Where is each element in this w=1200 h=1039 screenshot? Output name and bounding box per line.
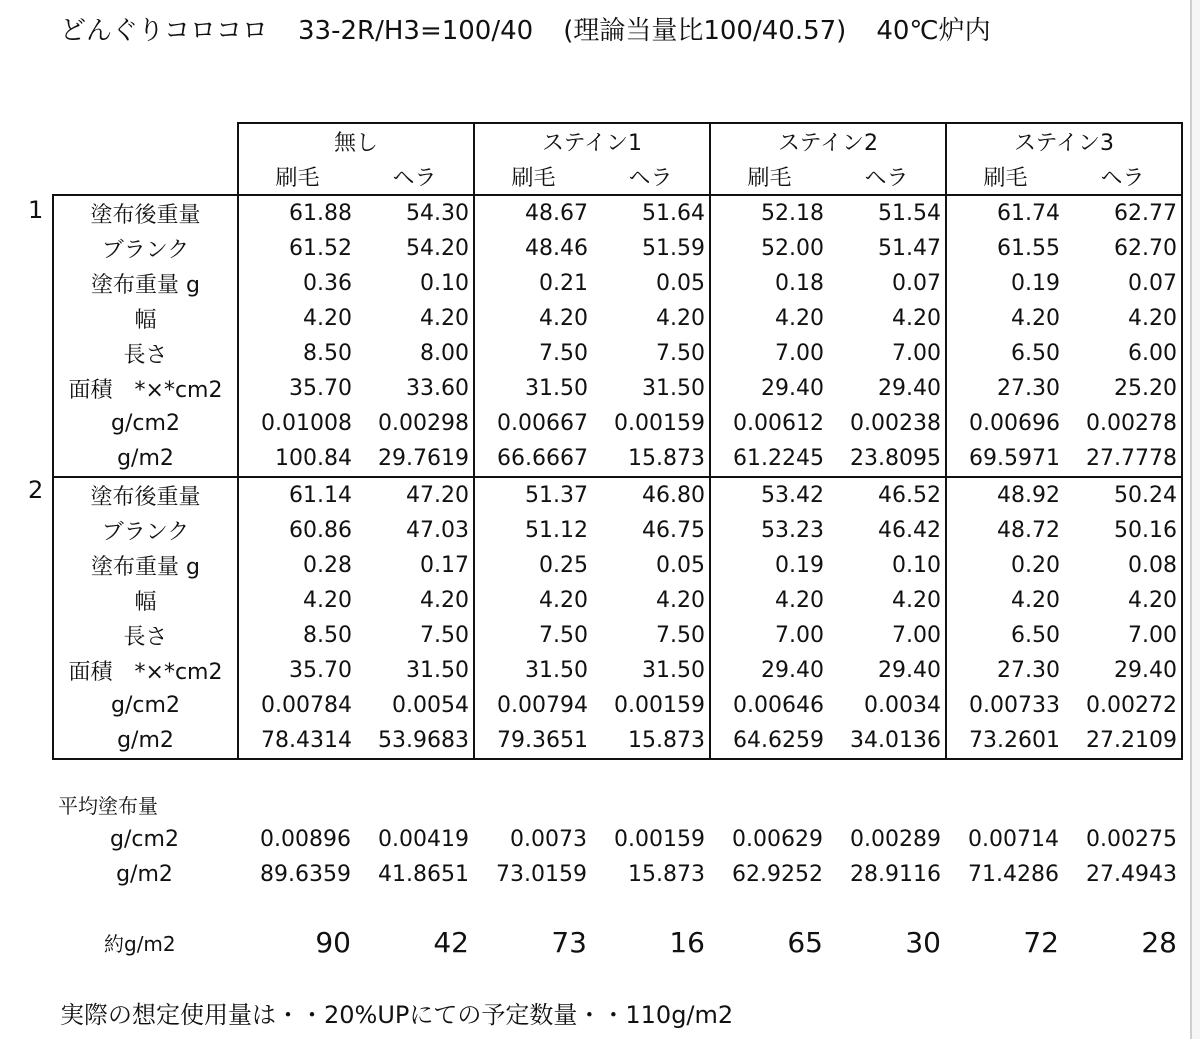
value-cell: 0.07 xyxy=(892,271,941,296)
value-cell: 15.873 xyxy=(592,723,710,759)
value-cell: 7.00 xyxy=(892,341,941,366)
value-cell: 0.17 xyxy=(420,553,469,578)
value-cell: 0.00696 xyxy=(946,406,1064,441)
average-value: 28.9116 xyxy=(850,862,941,887)
value-cell: 51.47 xyxy=(878,236,941,261)
value-cell: 50.16 xyxy=(1064,513,1182,548)
row-label: 幅 xyxy=(53,583,238,618)
value-cell: 48.67 xyxy=(474,195,592,231)
value-cell: 29.40 xyxy=(1064,653,1182,688)
value-cell: 0.10 xyxy=(892,553,941,578)
value-cell: 47.03 xyxy=(406,518,469,543)
value-cell: 4.20 xyxy=(238,301,356,336)
value-cell: 47.20 xyxy=(356,477,474,513)
value-cell: 54.30 xyxy=(356,195,474,231)
value-cell: 0.07 xyxy=(1064,266,1182,301)
value-cell: 0.00238 xyxy=(850,411,941,436)
approx-value: 28 xyxy=(1141,925,1177,959)
table-row xyxy=(53,195,1182,231)
value-cell: 4.20 xyxy=(474,301,592,336)
header-corner-sub xyxy=(53,159,238,195)
group-header: 無し xyxy=(238,123,474,159)
row-label: 塗布後重量 xyxy=(53,195,238,231)
value-cell: 53.23 xyxy=(710,513,828,548)
value-cell: 52.00 xyxy=(710,231,828,266)
subhead-brush: 刷毛 xyxy=(474,159,592,195)
value-cell: 46.52 xyxy=(828,477,946,513)
value-cell: 0.28 xyxy=(238,548,356,583)
value-cell: 27.7778 xyxy=(1064,441,1182,477)
value-cell: 48.72 xyxy=(946,513,1064,548)
value-cell: 27.30 xyxy=(946,371,1064,406)
block-number: 1 xyxy=(28,196,44,224)
approx-value: 30 xyxy=(905,925,941,959)
average-value: 0.00629 xyxy=(732,827,823,852)
value-cell: 6.00 xyxy=(1064,336,1182,371)
value-cell: 0.00272 xyxy=(1064,688,1182,723)
value-cell: 62.77 xyxy=(1064,195,1182,231)
value-cell: 35.70 xyxy=(238,371,356,406)
subhead-brush: 刷毛 xyxy=(238,159,356,195)
value-cell: 54.20 xyxy=(406,236,469,261)
value-cell: 48.92 xyxy=(946,477,1064,513)
table-row xyxy=(53,618,1182,653)
value-cell: 0.08 xyxy=(1064,548,1182,583)
row-label: 塗布重量 g xyxy=(53,266,238,301)
value-cell: 46.80 xyxy=(592,477,710,513)
average-value: 0.00419 xyxy=(378,827,469,852)
subhead-brush: 刷毛 xyxy=(946,159,1064,195)
title-condition: 40℃炉内 xyxy=(876,16,991,46)
header-corner xyxy=(53,123,238,159)
average-value: 41.8651 xyxy=(378,862,469,887)
value-cell: 7.50 xyxy=(420,623,469,648)
value-cell: 46.42 xyxy=(878,518,941,543)
row-label: g/cm2 xyxy=(53,406,238,441)
value-cell: 31.50 xyxy=(474,371,592,406)
table-row xyxy=(53,441,1182,477)
value-cell: 0.25 xyxy=(474,548,592,583)
value-cell: 61.14 xyxy=(238,477,356,513)
average-value: 0.00714 xyxy=(968,827,1059,852)
measurement-table xyxy=(52,122,1183,760)
value-cell: 8.50 xyxy=(238,336,356,371)
value-cell: 23.8095 xyxy=(828,441,946,477)
value-cell: 8.50 xyxy=(238,618,356,653)
approx-value: 42 xyxy=(433,925,469,959)
table-row xyxy=(53,406,1182,441)
row-label: 長さ xyxy=(53,618,238,653)
approx-value: 65 xyxy=(787,925,823,959)
value-cell: 31.50 xyxy=(642,658,705,683)
value-cell: 0.00298 xyxy=(378,411,469,436)
header-row-groups xyxy=(53,123,1182,159)
subhead-spatula: ヘラ xyxy=(392,166,437,191)
subhead-brush: 刷毛 xyxy=(710,159,828,195)
footer-note: 実際の想定使用量は・・20%UPにての予定数量・・110g/m2 xyxy=(60,1001,734,1029)
row-label: g/m2 xyxy=(53,723,238,759)
approx-row xyxy=(52,920,1181,964)
value-cell: 61.2245 xyxy=(710,441,828,477)
value-cell: 0.00612 xyxy=(710,406,828,441)
value-cell: 27.30 xyxy=(946,653,1064,688)
value-cell: 7.50 xyxy=(474,336,592,371)
value-cell: 29.40 xyxy=(710,653,828,688)
table-row xyxy=(53,513,1182,548)
value-cell: 79.3651 xyxy=(474,723,592,759)
value-cell: 51.37 xyxy=(474,477,592,513)
table-row xyxy=(53,688,1182,723)
group-header: ステイン2 xyxy=(710,123,946,159)
average-value: 0.0073 xyxy=(510,827,587,852)
value-cell: 29.40 xyxy=(878,376,941,401)
row-label: 塗布後重量 xyxy=(53,477,238,513)
value-cell: 0.05 xyxy=(656,271,705,296)
table-row xyxy=(53,477,1182,513)
value-cell: 8.00 xyxy=(420,341,469,366)
value-cell: 33.60 xyxy=(406,376,469,401)
row-label: g/cm2 xyxy=(53,688,238,723)
header-row-subheads xyxy=(53,159,1182,195)
approx-table xyxy=(52,920,1181,964)
value-cell: 25.20 xyxy=(1064,371,1182,406)
table-row xyxy=(53,583,1182,618)
value-cell: 46.75 xyxy=(642,518,705,543)
value-cell: 7.00 xyxy=(1064,618,1182,653)
value-cell: 4.20 xyxy=(892,588,941,613)
table-row xyxy=(53,336,1182,371)
value-cell: 53.9683 xyxy=(356,723,474,759)
row-label: 塗布重量 g xyxy=(53,548,238,583)
value-cell: 4.20 xyxy=(420,588,469,613)
value-cell: 34.0136 xyxy=(828,723,946,759)
value-cell: 61.52 xyxy=(238,231,356,266)
value-cell: 53.42 xyxy=(710,477,828,513)
average-table xyxy=(52,822,1181,892)
value-cell: 4.20 xyxy=(1064,583,1182,618)
value-cell: 4.20 xyxy=(946,583,1064,618)
average-value: 73.0159 xyxy=(496,862,587,887)
table-row xyxy=(53,653,1182,688)
average-value: 89.6359 xyxy=(260,862,351,887)
page-edge xyxy=(1190,0,1200,1039)
average-value: 27.4943 xyxy=(1086,862,1177,887)
value-cell: 7.00 xyxy=(710,336,828,371)
value-cell: 4.20 xyxy=(946,301,1064,336)
value-cell: 61.55 xyxy=(946,231,1064,266)
title-theory: (理論当量比100/40.57) xyxy=(563,16,847,46)
average-label: g/cm2 xyxy=(110,827,179,852)
average-value: 0.00896 xyxy=(260,827,351,852)
value-cell: 4.20 xyxy=(238,583,356,618)
approx-value: 90 xyxy=(315,925,351,959)
value-cell: 69.5971 xyxy=(946,441,1064,477)
value-cell: 0.00784 xyxy=(238,688,356,723)
average-value: 15.873 xyxy=(628,862,705,887)
average-value: 0.00275 xyxy=(1086,827,1177,852)
value-cell: 27.2109 xyxy=(1064,723,1182,759)
row-label: g/m2 xyxy=(53,441,238,477)
title-ratio: 33-2R/H3=100/40 xyxy=(298,16,534,46)
value-cell: 29.7619 xyxy=(356,441,474,477)
value-cell: 4.20 xyxy=(474,583,592,618)
value-cell: 51.54 xyxy=(828,195,946,231)
value-cell: 6.50 xyxy=(946,618,1064,653)
average-value: 0.00159 xyxy=(614,827,705,852)
table-row xyxy=(53,723,1182,759)
average-value: 0.00289 xyxy=(850,827,941,852)
table-row xyxy=(53,548,1182,583)
subhead-spatula: ヘラ xyxy=(864,166,909,191)
value-cell: 50.24 xyxy=(1064,477,1182,513)
value-cell: 4.20 xyxy=(710,583,828,618)
row-label: 面積 *×*cm2 xyxy=(53,653,238,688)
value-cell: 0.19 xyxy=(946,266,1064,301)
title-product: どんぐりコロコロ xyxy=(60,16,269,46)
value-cell: 0.00794 xyxy=(474,688,592,723)
value-cell: 52.18 xyxy=(710,195,828,231)
value-cell: 61.74 xyxy=(946,195,1064,231)
value-cell: 29.40 xyxy=(878,658,941,683)
block-number: 2 xyxy=(28,476,44,504)
table-row xyxy=(53,301,1182,336)
value-cell: 73.2601 xyxy=(946,723,1064,759)
average-row xyxy=(52,822,1181,857)
row-label: 長さ xyxy=(53,336,238,371)
row-label: 面積 *×*cm2 xyxy=(53,371,238,406)
value-cell: 0.10 xyxy=(420,271,469,296)
value-cell: 0.0034 xyxy=(864,693,941,718)
value-cell: 7.50 xyxy=(656,341,705,366)
value-cell: 0.36 xyxy=(238,266,356,301)
table-row xyxy=(53,266,1182,301)
value-cell: 64.6259 xyxy=(710,723,828,759)
value-cell: 0.19 xyxy=(710,548,828,583)
value-cell: 31.50 xyxy=(474,653,592,688)
value-cell: 7.50 xyxy=(656,623,705,648)
value-cell: 31.50 xyxy=(642,376,705,401)
average-value: 71.4286 xyxy=(968,862,1059,887)
table-row xyxy=(53,231,1182,266)
average-title: 平均塗布量 xyxy=(58,794,158,818)
value-cell: 35.70 xyxy=(238,653,356,688)
value-cell: 31.50 xyxy=(406,658,469,683)
page-title xyxy=(60,10,991,47)
approx-label: 約g/m2 xyxy=(104,931,176,956)
value-cell: 7.50 xyxy=(474,618,592,653)
row-label: ブランク xyxy=(53,513,238,548)
value-cell: 29.40 xyxy=(710,371,828,406)
value-cell: 0.0054 xyxy=(392,693,469,718)
value-cell: 4.20 xyxy=(656,588,705,613)
value-cell: 0.00646 xyxy=(710,688,828,723)
table-row xyxy=(53,371,1182,406)
value-cell: 48.46 xyxy=(474,231,592,266)
row-label: ブランク xyxy=(53,231,238,266)
average-label: g/m2 xyxy=(116,862,173,887)
value-cell: 60.86 xyxy=(238,513,356,548)
approx-value: 16 xyxy=(669,925,705,959)
value-cell: 15.873 xyxy=(592,441,710,477)
value-cell: 61.88 xyxy=(238,195,356,231)
value-cell: 4.20 xyxy=(1064,301,1182,336)
value-cell: 78.4314 xyxy=(238,723,356,759)
value-cell: 4.20 xyxy=(420,306,469,331)
value-cell: 0.05 xyxy=(656,553,705,578)
value-cell: 51.64 xyxy=(592,195,710,231)
group-header: ステイン1 xyxy=(474,123,710,159)
value-cell: 66.6667 xyxy=(474,441,592,477)
value-cell: 4.20 xyxy=(892,306,941,331)
value-cell: 7.00 xyxy=(710,618,828,653)
value-cell: 0.18 xyxy=(710,266,828,301)
group-header: ステイン3 xyxy=(946,123,1182,159)
value-cell: 0.00733 xyxy=(946,688,1064,723)
value-cell: 0.21 xyxy=(474,266,592,301)
average-row xyxy=(52,857,1181,892)
value-cell: 0.01008 xyxy=(238,406,356,441)
value-cell: 51.12 xyxy=(474,513,592,548)
value-cell: 62.70 xyxy=(1064,231,1182,266)
subhead-spatula: ヘラ xyxy=(628,166,673,191)
value-cell: 4.20 xyxy=(656,306,705,331)
value-cell: 0.00159 xyxy=(614,411,705,436)
average-value: 62.9252 xyxy=(732,862,823,887)
row-label: 幅 xyxy=(53,301,238,336)
approx-value: 72 xyxy=(1023,925,1059,959)
value-cell: 0.00159 xyxy=(614,693,705,718)
value-cell: 0.00278 xyxy=(1064,406,1182,441)
value-cell: 0.20 xyxy=(946,548,1064,583)
value-cell: 4.20 xyxy=(710,301,828,336)
subhead-spatula: ヘラ xyxy=(1064,159,1182,195)
value-cell: 100.84 xyxy=(238,441,356,477)
approx-value: 73 xyxy=(551,925,587,959)
value-cell: 0.00667 xyxy=(474,406,592,441)
value-cell: 7.00 xyxy=(892,623,941,648)
value-cell: 51.59 xyxy=(642,236,705,261)
value-cell: 6.50 xyxy=(946,336,1064,371)
